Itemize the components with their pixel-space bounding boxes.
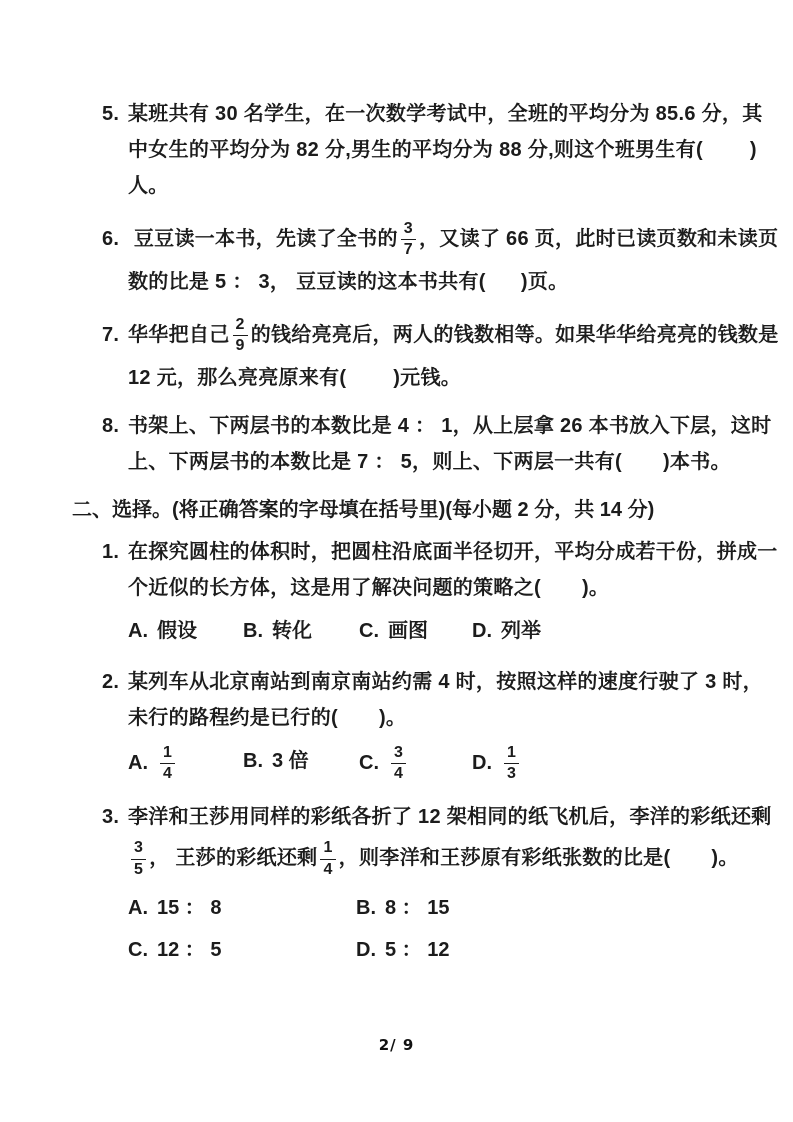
section-heading: 二、选择。(将正确答案的字母填在括号里)(每小题 2 分，共 14 分) bbox=[72, 498, 655, 521]
text-run: 12 ： 5 bbox=[157, 939, 222, 962]
question-item bbox=[102, 664, 763, 788]
question-number: 7. bbox=[102, 323, 120, 346]
option-C bbox=[359, 610, 472, 652]
option-B bbox=[243, 610, 359, 652]
question-line bbox=[102, 700, 743, 736]
fraction bbox=[320, 839, 335, 879]
option-label: C. bbox=[359, 619, 379, 642]
question-line bbox=[102, 408, 772, 444]
text-run: 在探究圆柱的体积时，把圆柱沿底面半径切开，平均分成若干份，拼成一 bbox=[128, 540, 778, 563]
text-run: 假设 bbox=[157, 619, 197, 642]
question-item bbox=[102, 312, 779, 396]
fraction-denominator: 7 bbox=[403, 241, 413, 259]
text-run: 8 ： 15 bbox=[385, 897, 450, 920]
fraction-denominator: 4 bbox=[323, 860, 333, 878]
question-line bbox=[102, 312, 779, 360]
worksheet-content bbox=[72, 96, 779, 983]
text-run: 中女生的平均分为 82 分,男生的平均分为 88 分,则这个班男生有( ) bbox=[128, 139, 757, 161]
question-number: 6. bbox=[102, 228, 120, 251]
fraction bbox=[504, 744, 519, 784]
question-line bbox=[102, 360, 743, 396]
section-multiple-choice bbox=[72, 492, 778, 972]
option-A bbox=[128, 887, 356, 929]
question-line bbox=[102, 799, 772, 835]
fraction bbox=[233, 316, 248, 356]
options-grid bbox=[128, 740, 743, 788]
text-run: 华华把自己 bbox=[128, 323, 230, 346]
fraction-numerator: 3 bbox=[391, 744, 406, 764]
question-item bbox=[102, 408, 772, 480]
option-D bbox=[472, 610, 743, 652]
text-run: 李洋和王莎用同样的彩纸各折了 12 架相同的纸飞机后，李洋的彩纸还剩 bbox=[128, 806, 772, 829]
option-label: D. bbox=[472, 751, 492, 774]
text-run: ，又读了 66 页，此时已读页数和未读页 bbox=[418, 228, 779, 251]
option-label: A. bbox=[128, 897, 148, 920]
text-run: 15 ： 8 bbox=[157, 897, 222, 920]
fraction-numerator: 1 bbox=[320, 839, 335, 859]
text-run: 某列车从北京南站到南京南站约需 4 时，按照这样的速度行驶了 3 时， bbox=[128, 670, 763, 693]
option-label: B. bbox=[243, 619, 263, 642]
fraction-numerator: 2 bbox=[233, 316, 248, 336]
text-run: 豆豆读一本书，先读了全书的 bbox=[128, 228, 398, 251]
option-A bbox=[128, 740, 243, 788]
text-run: 12 元，那么亮亮原来有( )元钱。 bbox=[128, 366, 462, 389]
question-line bbox=[102, 264, 743, 300]
text-run: 数的比是 5 ： 3， 豆豆读的这本书共有( )页。 bbox=[128, 270, 569, 293]
option-label: B. bbox=[356, 897, 376, 920]
fraction-numerator: 1 bbox=[160, 744, 175, 764]
question-number: 8. bbox=[102, 414, 120, 437]
section-fill-in-the-blank-continued bbox=[102, 96, 779, 480]
question-number: 5. bbox=[102, 103, 120, 125]
question-line bbox=[102, 132, 757, 168]
text-run: 个近似的长方体，这是用了解决问题的策略之( )。 bbox=[128, 576, 610, 599]
fraction bbox=[131, 839, 146, 879]
question-line bbox=[102, 444, 743, 480]
text-run: 转化 bbox=[272, 619, 312, 642]
question-number: 3. bbox=[102, 806, 120, 829]
text-run: 列举 bbox=[501, 619, 541, 642]
fraction-numerator: 3 bbox=[131, 839, 146, 859]
fraction bbox=[160, 744, 175, 784]
question-line bbox=[102, 534, 778, 570]
option-C bbox=[128, 929, 356, 971]
option-C bbox=[359, 740, 472, 788]
text-run: 3 倍 bbox=[272, 749, 309, 772]
page-number-footer bbox=[0, 1036, 793, 1054]
question-item bbox=[102, 96, 763, 204]
fraction-denominator: 5 bbox=[134, 860, 144, 878]
question-item bbox=[102, 799, 772, 971]
text-run: ， 王莎的彩纸还剩 bbox=[149, 847, 318, 870]
text-run: 人。 bbox=[128, 175, 169, 197]
fraction-denominator: 9 bbox=[235, 337, 245, 355]
option-label: D. bbox=[472, 619, 492, 642]
question-line bbox=[102, 664, 763, 700]
text-run: ，则李洋和王莎原有彩纸张数的比是( )。 bbox=[338, 847, 739, 870]
fraction-denominator: 3 bbox=[507, 764, 516, 782]
option-label: C. bbox=[359, 751, 379, 774]
text-run: 某班共有 30 名学生，在一次数学考试中，全班的平均分为 85.6 分，其 bbox=[128, 103, 763, 125]
options-grid bbox=[128, 887, 743, 971]
page-number: 2/ 9 bbox=[378, 1036, 415, 1054]
fraction-denominator: 4 bbox=[163, 764, 172, 782]
text-run: 5 ： 12 bbox=[385, 939, 450, 962]
question-line bbox=[102, 835, 743, 883]
option-label: A. bbox=[128, 751, 148, 774]
question-line bbox=[102, 570, 743, 606]
question-line bbox=[102, 168, 743, 204]
text-run: 画图 bbox=[388, 619, 428, 642]
option-label: B. bbox=[243, 749, 263, 772]
option-label: A. bbox=[128, 619, 148, 642]
option-D bbox=[472, 740, 743, 788]
fraction-denominator: 4 bbox=[394, 764, 403, 782]
options-grid bbox=[128, 610, 743, 652]
fraction bbox=[401, 220, 416, 260]
text-run: 上、下两层书的本数比是 7 ： 5，则上、下两层一共有( )本书。 bbox=[128, 450, 731, 473]
option-label: C. bbox=[128, 939, 148, 962]
question-line bbox=[102, 216, 779, 264]
text-run: 未行的路程约是已行的( )。 bbox=[128, 706, 407, 729]
option-A bbox=[128, 610, 243, 652]
question-line bbox=[102, 96, 763, 132]
option-label: D. bbox=[356, 939, 376, 962]
text-run: 书架上、下两层书的本数比是 4 ： 1，从上层拿 26 本书放入下层，这时 bbox=[128, 414, 772, 437]
option-D bbox=[356, 929, 743, 971]
question-number: 1. bbox=[102, 540, 120, 563]
question-item bbox=[102, 216, 779, 300]
fraction-numerator: 3 bbox=[401, 220, 416, 240]
option-B bbox=[356, 887, 743, 929]
option-B bbox=[243, 740, 359, 788]
fraction bbox=[391, 744, 406, 784]
fraction-numerator: 1 bbox=[504, 744, 519, 764]
question-number: 2. bbox=[102, 670, 120, 693]
text-run: 的钱给亮亮后，两人的钱数相等。如果华华给亮亮的钱数是 bbox=[250, 323, 779, 346]
question-item bbox=[102, 534, 778, 652]
